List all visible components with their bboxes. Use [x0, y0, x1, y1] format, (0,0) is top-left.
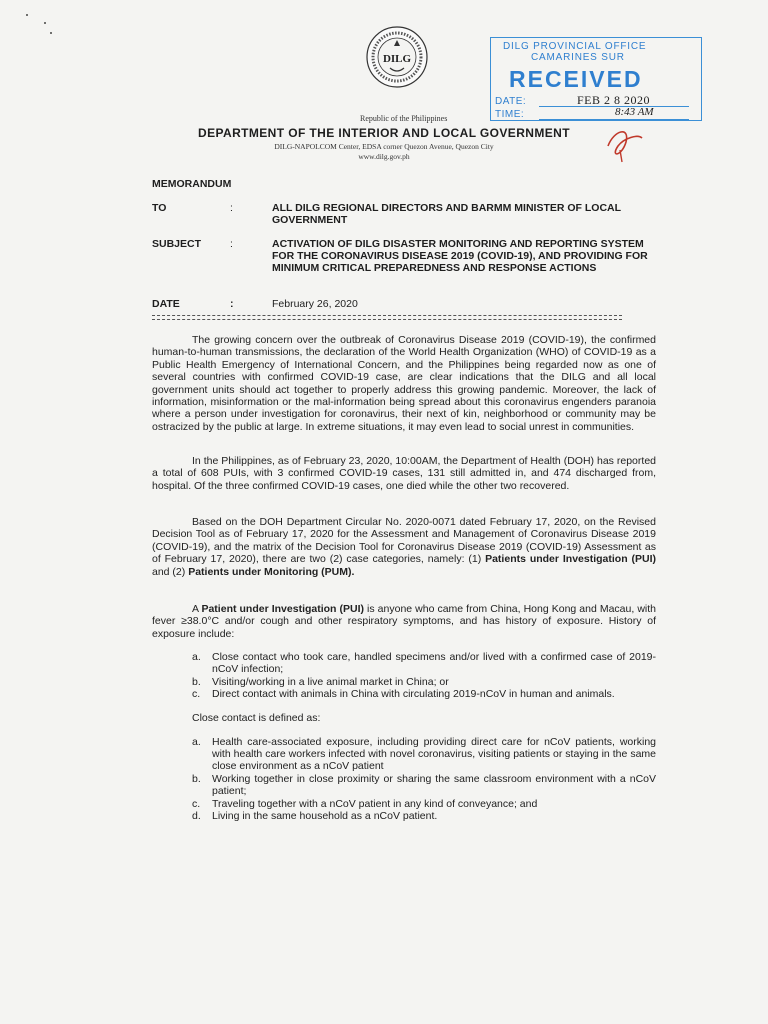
close-contact-intro: Close contact is defined as: — [192, 712, 321, 724]
scan-speck — [50, 32, 52, 34]
list-item: c. Traveling together with a nCoV patient in any kind of conveyance; and — [192, 798, 538, 810]
paragraph-4: A Patient under Investigation (PUI) is anyone who came from China, Hong Kong and Macau, with fever ≥38.0°C and/or cough and other respiratory symptoms, and has history of exposure. History of exposure include: — [152, 603, 656, 640]
stamp-office: DILG PROVINCIAL OFFICE — [503, 41, 647, 52]
subject-colon: : — [230, 238, 233, 250]
to-label: TO — [152, 202, 167, 214]
stamp-date-value: FEB 2 8 2020 — [577, 93, 651, 107]
scan-speck — [26, 14, 28, 16]
memo-type: MEMORANDUM — [152, 178, 232, 190]
republic-line: Republic of the Philippines — [360, 114, 448, 123]
scan-speck — [44, 22, 46, 24]
seal-text: DILG — [382, 53, 412, 65]
list-item: d. Living in the same household as a nCoV patient. — [192, 810, 438, 822]
department-website: www.dilg.gov.ph — [358, 152, 410, 161]
received-stamp — [490, 37, 702, 121]
paragraph-2: In the Philippines, as of February 23, 2020, 10:00AM, the Department of Health (DOH) has reported a total of 608 PUIs, with 3 confirmed COVID-19 cases, 131 still admitted in, and 474 discharged from, hospital. Of the three confirmed COVID-19 cases, one died while the other two recovered. — [152, 455, 656, 492]
pui-term: Patients under Investigation (PUI) — [485, 553, 656, 566]
signature-mark — [600, 116, 650, 166]
department-name: DEPARTMENT OF THE INTERIOR AND LOCAL GOVERNMENT — [198, 126, 570, 140]
date-value: February 26, 2020 — [272, 298, 358, 310]
header-divider — [152, 315, 622, 320]
to-value: ALL DILG REGIONAL DIRECTORS AND BARMM MINISTER OF LOCAL GOVERNMENT — [272, 202, 621, 226]
department-address: DILG-NAPOLCOM Center, EDSA corner Quezon Avenue, Quezon City — [274, 142, 494, 151]
paragraph-3: Based on the DOH Department Circular No. 2020-0071 dated February 17, 2020, on the Revised Decision Tool as of February 17, 2020 for the Assessment and Management of Coronavirus Disease 2019 (COVID-19), and the matrix of the Decision Tool for Coronavirus Disease 2019 (COVID-19) Assessment as of February 17, 2020), there are two (2) case categories, namely: (1) Patients under Investigation (PUI) and (2) Patients under Monitoring (PUM). — [152, 516, 656, 578]
date-colon: : — [230, 298, 234, 310]
stamp-date-label: DATE: — [495, 96, 527, 107]
pui-definition-term: Patient under Investigation (PUI) — [201, 603, 365, 615]
list-item: b. Working together in close proximity or sharing the same classroom environment with a nCoV patient; — [192, 773, 656, 798]
to-colon: : — [230, 202, 233, 214]
stamp-time-value: 8:43 AM — [615, 106, 654, 118]
list-item: c. Direct contact with animals in China with circulating 2019-nCoV in human and animals. — [192, 688, 615, 700]
list-item: a. Close contact who took care, handled specimens and/or lived with a confirmed case of 2019-nCoV infection; — [192, 651, 656, 676]
stamp-received: RECEIVED — [509, 66, 643, 92]
paragraph-1: The growing concern over the outbreak of Coronavirus Disease 2019 (COVID-19), the confirmed human-to-human transmissions, the declaration of the World Health Organization (WHO) of COVID-19 as a Public Health Emergency of International Concern, and the Philippines being regarded now as one of several countries with confirmed COVID-19 case, are clear indications that the DILG and all local government units should act together to properly address this growing pandemic. Moreover, the lack of information, misinformation or the mal-information being spread about this coronavirus engenders paranoia where a person under investigation for coronavirus, their next of kin, neighborhood or community may be ostracized by the public at large. In extreme situations, it may even lead to social unrest in communities. — [152, 334, 656, 433]
dilg-seal-logo — [366, 26, 428, 88]
pum-term: Patients under Monitoring (PUM). — [188, 565, 355, 578]
date-label: DATE — [152, 298, 180, 310]
list-item: b. Visiting/working in a live animal market in China; or — [192, 676, 449, 688]
stamp-province: CAMARINES SUR — [531, 52, 625, 63]
subject-label: SUBJECT — [152, 238, 202, 250]
stamp-time-label: TIME: — [495, 109, 525, 120]
subject-value: ACTIVATION OF DILG DISASTER MONITORING AND REPORTING SYSTEM FOR THE CORONAVIRUS DISEASE 2019 (COVID-19), AND PROVIDING FOR MINIMUM CRITICAL PREPAREDNESS AND RESPONSE ACTIONS — [272, 238, 648, 274]
list-item: a. Health care-associated exposure, including providing direct care for nCoV patients, working with health care workers infected with novel coronavirus, visiting patients or staying in the same close environment as a nCoV patient — [192, 736, 656, 773]
